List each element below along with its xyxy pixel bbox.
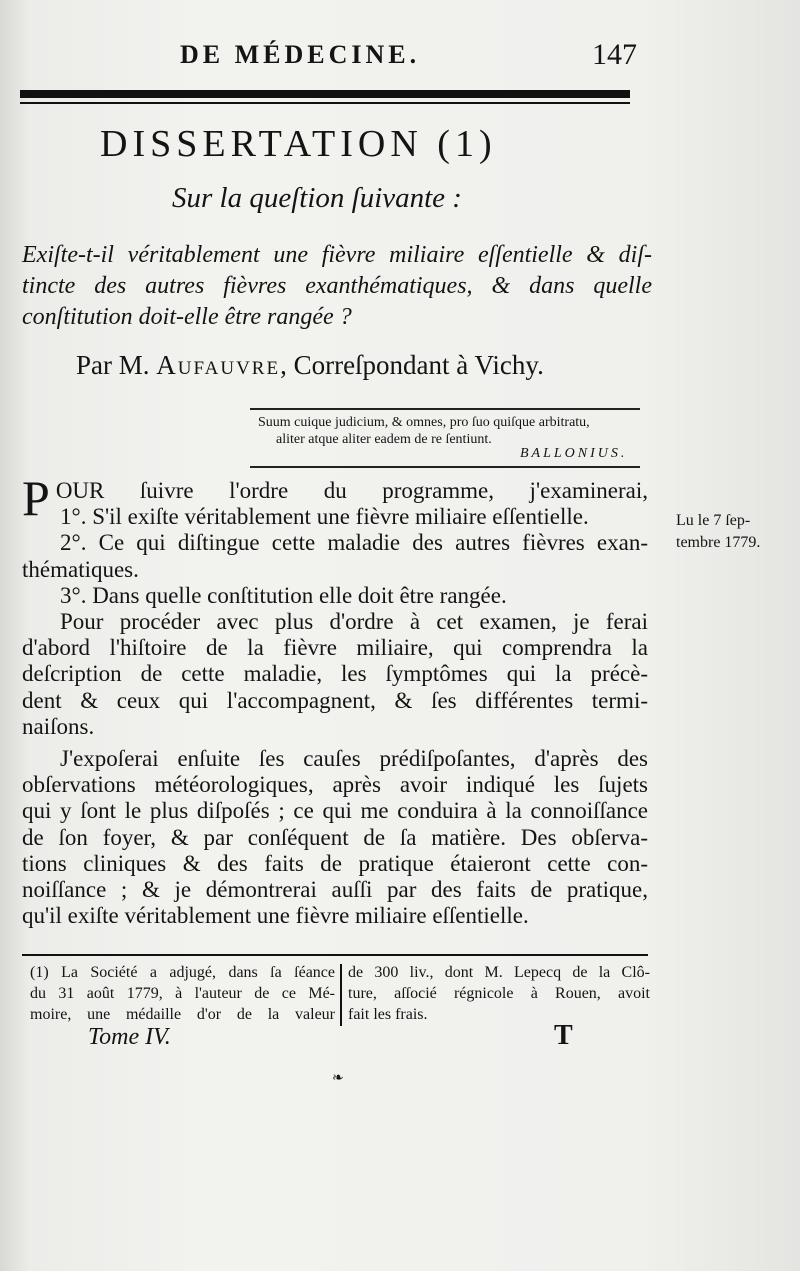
paragraph xyxy=(22,470,648,530)
text-line: J'expoſerai enſuite ſes cauſes prédiſpoſantes, d'après des xyxy=(60,746,648,772)
page-number: 147 xyxy=(592,38,637,71)
text-line: naiſons. xyxy=(22,713,95,739)
text-line: de ſon foyer, & par conſéquent de ſa matière. Des obſerva- xyxy=(22,824,648,850)
header-rule-thin xyxy=(20,102,630,104)
footnote-line: du 31 août 1779, à l'auteur de ce Mé- xyxy=(30,985,335,1002)
paragraph xyxy=(22,583,648,609)
epigraph-author: BALLONIUS. xyxy=(520,446,628,461)
ornament-mark: ❧ xyxy=(332,1071,344,1086)
byline-author: Aufauvre xyxy=(156,350,281,380)
footnote-column-rule xyxy=(340,964,342,1026)
volume-label: Tome IV. xyxy=(88,1024,171,1050)
paragraph xyxy=(22,746,648,929)
paragraph xyxy=(22,609,648,740)
text-line: d'abord l'hiſtoire de la fièvre miliaire, qui comprendra la xyxy=(22,635,648,661)
text-line: tions cliniques & des faits de pratique étaieront cette con- xyxy=(22,850,648,876)
margin-note-line: tembre 1779. xyxy=(676,534,761,551)
question-line: conſtitution doit-elle être rangée ? xyxy=(22,304,352,330)
byline-prefix: Par M. xyxy=(76,350,150,380)
footnote-line: ture, aſſocié régnicole à Rouen, avoit xyxy=(348,985,650,1002)
body-text xyxy=(22,470,648,929)
paragraph xyxy=(22,530,648,582)
footnote-right-column xyxy=(348,962,650,1025)
dissertation-subtitle: Sur la queſtion ſuivante : xyxy=(172,182,462,214)
epigraph-rule-bottom xyxy=(250,466,640,468)
footnote-line: (1) La Société a adjugé, dans ſa ſéance xyxy=(30,964,335,981)
question-line: Exiſte-t-il véritablement une fièvre miliaire eſſentielle & diſ- xyxy=(22,242,652,268)
text-line: 1°. S'il exiſte véritablement une fièvre miliaire eſſentielle. xyxy=(60,504,589,530)
question-line: tincte des autres fièvres exanthématiques, & dans quelle xyxy=(22,273,652,299)
epigraph-line: Suum cuique judicium, & omnes, pro ſuo quiſque arbitratu, xyxy=(258,415,590,430)
epigraph-line: aliter atque aliter eadem de re ſentiunt. xyxy=(276,432,492,447)
text-line: OUR ſuivre l'ordre du programme, j'examinerai, xyxy=(55,478,648,503)
signature-mark: T xyxy=(554,1020,573,1051)
text-line: noiſſance ; & je démontrerai auſſi par des faits de pratique, xyxy=(22,877,648,903)
footnote-line: moire, une médaille d'or de la valeur xyxy=(30,1006,335,1023)
margin-note-line: Lu le 7 ſep- xyxy=(676,512,751,529)
text-line: 2°. Ce qui diſtingue cette maladie des autres fièvres exan- xyxy=(60,530,648,556)
text-line: deſcription de cette maladie, les ſymptômes qui la précè- xyxy=(22,661,648,687)
byline-suffix: , Correſpondant à Vichy. xyxy=(280,350,544,380)
footnote-left-column xyxy=(30,962,335,1025)
dissertation-title: DISSERTATION (1) xyxy=(100,123,497,165)
question-block xyxy=(22,240,652,333)
text-line: qui y ſont le plus diſpoſés ; ce qui me conduira à la connoiſſance xyxy=(22,798,648,824)
header-rule-thick xyxy=(20,90,630,98)
drop-cap: P xyxy=(22,470,50,526)
text-line: obſervations météorologiques, après avoir indiqué les ſujets xyxy=(22,772,648,798)
footnote-rule xyxy=(22,954,648,956)
margin-note xyxy=(676,510,760,554)
footnote-line: fait les frais. xyxy=(348,1006,428,1023)
running-head: DE MÉDECINE. xyxy=(180,40,421,69)
footnote-line: de 300 liv., dont M. Lepecq de la Clô- xyxy=(348,964,650,981)
epigraph-rule-top xyxy=(250,408,640,410)
text-line: 3°. Dans quelle conſtitution elle doit être rangée. xyxy=(60,582,507,608)
text-line: Pour procéder avec plus d'ordre à cet examen, je ferai xyxy=(60,609,648,635)
text-line: dent & ceux qui l'accompagnent, & ſes différentes termi- xyxy=(22,687,648,713)
text-line: thématiques. xyxy=(22,556,139,582)
byline xyxy=(76,350,544,381)
text-line: qu'il exiſte véritablement une fièvre miliaire eſſentielle. xyxy=(22,903,529,929)
epigraph xyxy=(258,414,590,448)
